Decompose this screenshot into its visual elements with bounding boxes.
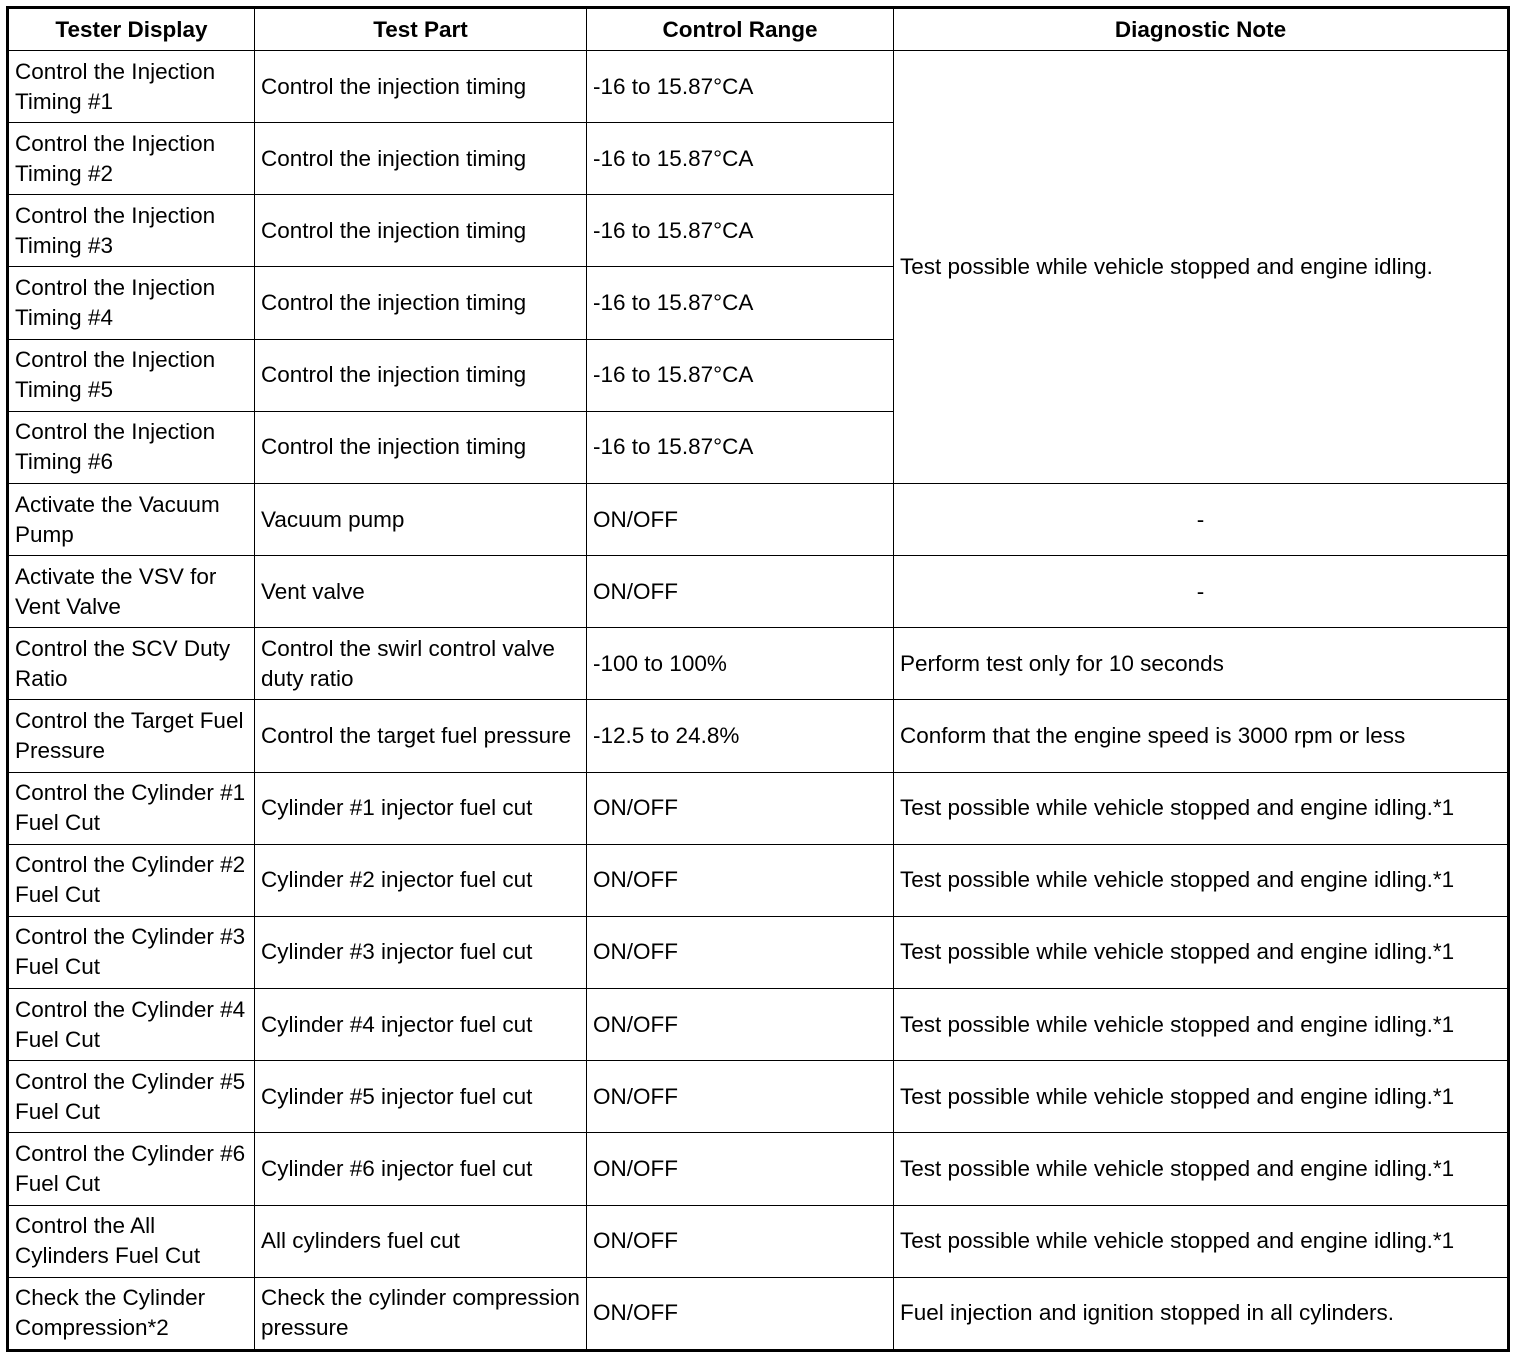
table-row [8, 556, 1509, 628]
tester-display-cell: Control the Injection Timing #1 [8, 51, 255, 123]
diagnostic-note-cell: - [894, 483, 1509, 555]
header-tester-display: Tester Display [8, 8, 255, 51]
tester-display-cell: Control the Cylinder #1 Fuel Cut [8, 772, 255, 844]
test-part-cell: Control the injection timing [255, 195, 587, 267]
table-row [8, 772, 1509, 844]
control-range-cell: ON/OFF [587, 989, 894, 1061]
test-part-cell: Control the injection timing [255, 51, 587, 123]
test-part-cell: Vacuum pump [255, 483, 587, 555]
merged-diagnostic-note-cell: Test possible while vehicle stopped and engine idling. [894, 51, 1509, 484]
table-row [8, 916, 1509, 988]
test-part-cell: Cylinder #2 injector fuel cut [255, 844, 587, 916]
diagnostic-note-cell: Test possible while vehicle stopped and engine idling.*1 [894, 772, 1509, 844]
test-part-cell: Cylinder #3 injector fuel cut [255, 916, 587, 988]
header-diagnostic-note: Diagnostic Note [894, 8, 1509, 51]
test-part-cell: Control the swirl control valve duty ratio [255, 628, 587, 700]
diagnostic-note-cell: Test possible while vehicle stopped and engine idling.*1 [894, 1061, 1509, 1133]
diagnostic-note-cell: Test possible while vehicle stopped and engine idling.*1 [894, 844, 1509, 916]
table-row [8, 989, 1509, 1061]
diagnostic-note-cell: Conform that the engine speed is 3000 rpm or less [894, 700, 1509, 772]
tester-display-cell: Control the Injection Timing #4 [8, 267, 255, 339]
test-part-cell: Vent valve [255, 556, 587, 628]
tester-display-cell: Check the Cylinder Compression*2 [8, 1277, 255, 1350]
control-range-cell: -16 to 15.87°CA [587, 411, 894, 483]
control-range-cell: ON/OFF [587, 772, 894, 844]
control-range-cell: ON/OFF [587, 1205, 894, 1277]
test-part-cell: Cylinder #5 injector fuel cut [255, 1061, 587, 1133]
table-row [8, 51, 1509, 123]
test-part-cell: All cylinders fuel cut [255, 1205, 587, 1277]
diagnostic-note-cell: Perform test only for 10 seconds [894, 628, 1509, 700]
diagnostic-note-cell: - [894, 556, 1509, 628]
diagnostic-note-cell: Test possible while vehicle stopped and engine idling.*1 [894, 916, 1509, 988]
diagnostic-note-cell: Test possible while vehicle stopped and engine idling.*1 [894, 1205, 1509, 1277]
control-range-cell: ON/OFF [587, 1277, 894, 1350]
test-part-cell: Control the target fuel pressure [255, 700, 587, 772]
control-range-cell: ON/OFF [587, 916, 894, 988]
header-control-range: Control Range [587, 8, 894, 51]
tester-display-cell: Control the Injection Timing #6 [8, 411, 255, 483]
tester-display-cell: Control the Injection Timing #5 [8, 339, 255, 411]
test-part-cell: Control the injection timing [255, 411, 587, 483]
diagnostic-note-cell: Fuel injection and ignition stopped in all cylinders. [894, 1277, 1509, 1350]
tester-display-cell: Control the Cylinder #3 Fuel Cut [8, 916, 255, 988]
tester-display-cell: Activate the VSV for Vent Valve [8, 556, 255, 628]
control-range-cell: -16 to 15.87°CA [587, 339, 894, 411]
tester-display-cell: Control the All Cylinders Fuel Cut [8, 1205, 255, 1277]
test-part-cell: Check the cylinder compression pressure [255, 1277, 587, 1350]
control-range-cell: ON/OFF [587, 844, 894, 916]
tester-display-cell: Control the Cylinder #4 Fuel Cut [8, 989, 255, 1061]
control-range-cell: -16 to 15.87°CA [587, 195, 894, 267]
tester-display-cell: Control the SCV Duty Ratio [8, 628, 255, 700]
test-part-cell: Control the injection timing [255, 339, 587, 411]
test-part-cell: Control the injection timing [255, 123, 587, 195]
control-range-cell: ON/OFF [587, 1133, 894, 1205]
test-part-cell: Cylinder #1 injector fuel cut [255, 772, 587, 844]
tester-display-cell: Control the Target Fuel Pressure [8, 700, 255, 772]
table-row [8, 1277, 1509, 1350]
control-range-cell: -16 to 15.87°CA [587, 123, 894, 195]
table-row [8, 844, 1509, 916]
control-range-cell: -16 to 15.87°CA [587, 267, 894, 339]
control-range-cell: -100 to 100% [587, 628, 894, 700]
table-row [8, 628, 1509, 700]
table-row [8, 483, 1509, 555]
test-part-cell: Cylinder #6 injector fuel cut [255, 1133, 587, 1205]
table-row [8, 700, 1509, 772]
table-row [8, 1061, 1509, 1133]
tester-display-cell: Control the Cylinder #6 Fuel Cut [8, 1133, 255, 1205]
tester-display-cell: Control the Cylinder #5 Fuel Cut [8, 1061, 255, 1133]
tester-display-cell: Control the Injection Timing #3 [8, 195, 255, 267]
diagnostic-table [6, 6, 1510, 1352]
tester-display-cell: Control the Injection Timing #2 [8, 123, 255, 195]
test-part-cell: Control the injection timing [255, 267, 587, 339]
test-part-cell: Cylinder #4 injector fuel cut [255, 989, 587, 1061]
control-range-cell: -16 to 15.87°CA [587, 51, 894, 123]
header-row [8, 8, 1509, 51]
control-range-cell: -12.5 to 24.8% [587, 700, 894, 772]
control-range-cell: ON/OFF [587, 1061, 894, 1133]
control-range-cell: ON/OFF [587, 556, 894, 628]
table-row [8, 1133, 1509, 1205]
header-test-part: Test Part [255, 8, 587, 51]
diagnostic-note-cell: Test possible while vehicle stopped and engine idling.*1 [894, 1133, 1509, 1205]
table-row [8, 1205, 1509, 1277]
control-range-cell: ON/OFF [587, 483, 894, 555]
diagnostic-note-cell: Test possible while vehicle stopped and engine idling.*1 [894, 989, 1509, 1061]
tester-display-cell: Activate the Vacuum Pump [8, 483, 255, 555]
tester-display-cell: Control the Cylinder #2 Fuel Cut [8, 844, 255, 916]
